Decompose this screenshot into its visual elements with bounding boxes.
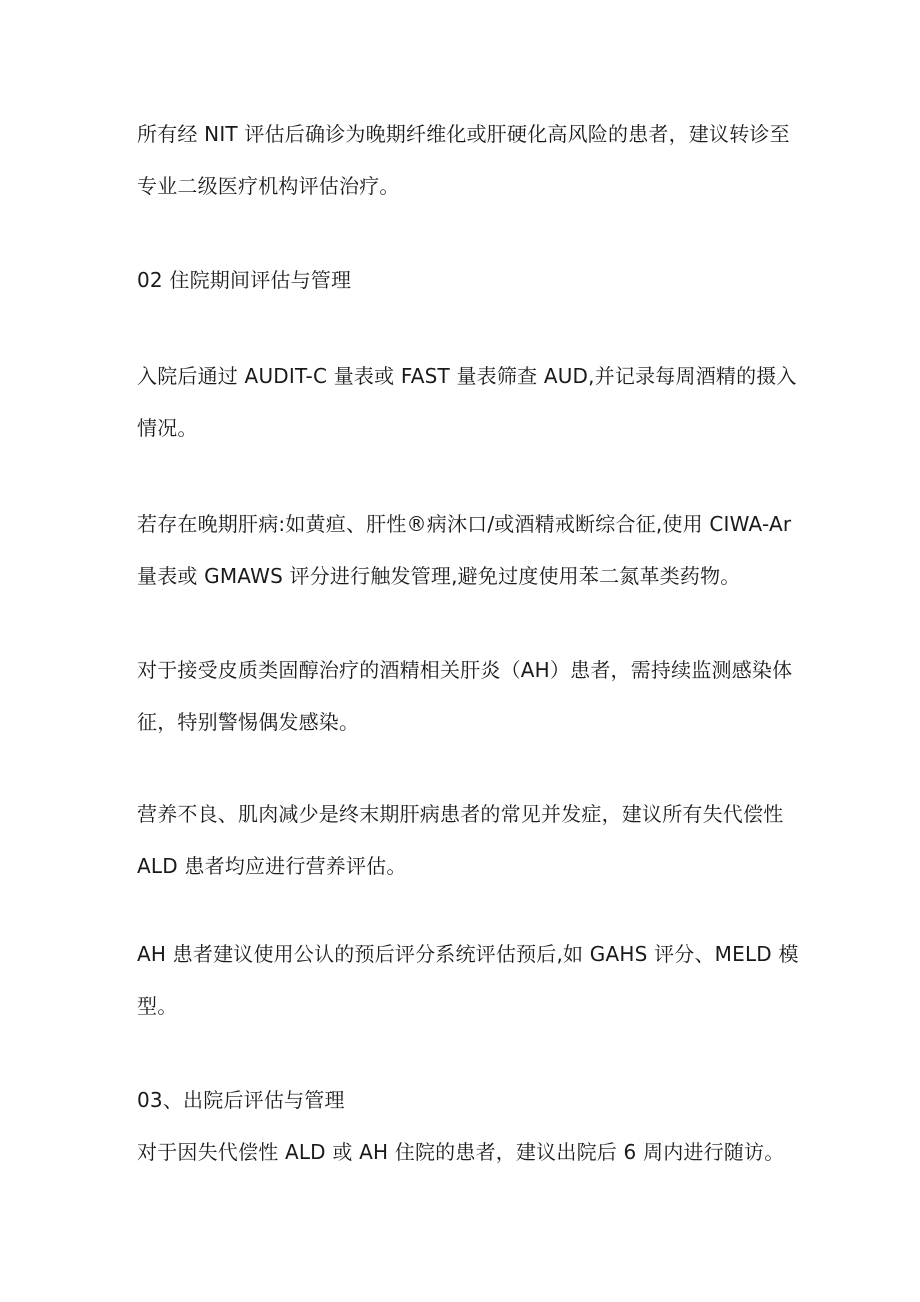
paragraph-audit-line-2: 情况。	[137, 416, 198, 440]
section-heading-02: 02 住院期间评估与管理	[137, 268, 352, 292]
paragraph-follow-up: 对于因失代偿性 ALD 或 AH 住院的患者，建议出院后 6 周内进行随访。	[137, 1140, 785, 1164]
paragraph-advanced-liver-line-1: 若存在晚期肝病:如黄疸、肝性®病沐口/或酒精戒断综合征,使用 CIWA-Ar	[137, 512, 792, 536]
paragraph-prognosis-line-2: 型。	[137, 994, 178, 1018]
paragraph-prognosis-line-1: AH 患者建议使用公认的预后评分系统评估预后,如 GAHS 评分、MELD 模	[137, 942, 799, 966]
paragraph-nutrition-line-1: 营养不良、肌肉减少是终末期肝病患者的常见并发症，建议所有失代偿性	[137, 802, 784, 826]
paragraph-advanced-liver-line-2: 量表或 GMAWS 评分进行触发管理,避免过度使用苯二氮革类药物。	[137, 564, 741, 588]
paragraph-nit-referral-line-1: 所有经 NIT 评估后确诊为晚期纤维化或肝硬化高风险的患者，建议转诊至	[137, 122, 790, 146]
paragraph-nutrition-line-2: ALD 患者均应进行营养评估。	[137, 854, 407, 878]
section-heading-03: 03、出院后评估与管理	[137, 1088, 345, 1112]
paragraph-corticosteroid-line-1: 对于接受皮质类固醇治疗的酒精相关肝炎（AH）患者，需持续监测感染体	[137, 658, 793, 682]
paragraph-audit-line-1: 入院后通过 AUDIT-C 量表或 FAST 量表筛查 AUD,并记录每周酒精的摄入	[137, 364, 797, 388]
paragraph-corticosteroid-line-2: 征，特别警惕偶发感染。	[137, 710, 360, 734]
paragraph-nit-referral-line-2: 专业二级医疗机构评估治疗。	[137, 174, 400, 198]
